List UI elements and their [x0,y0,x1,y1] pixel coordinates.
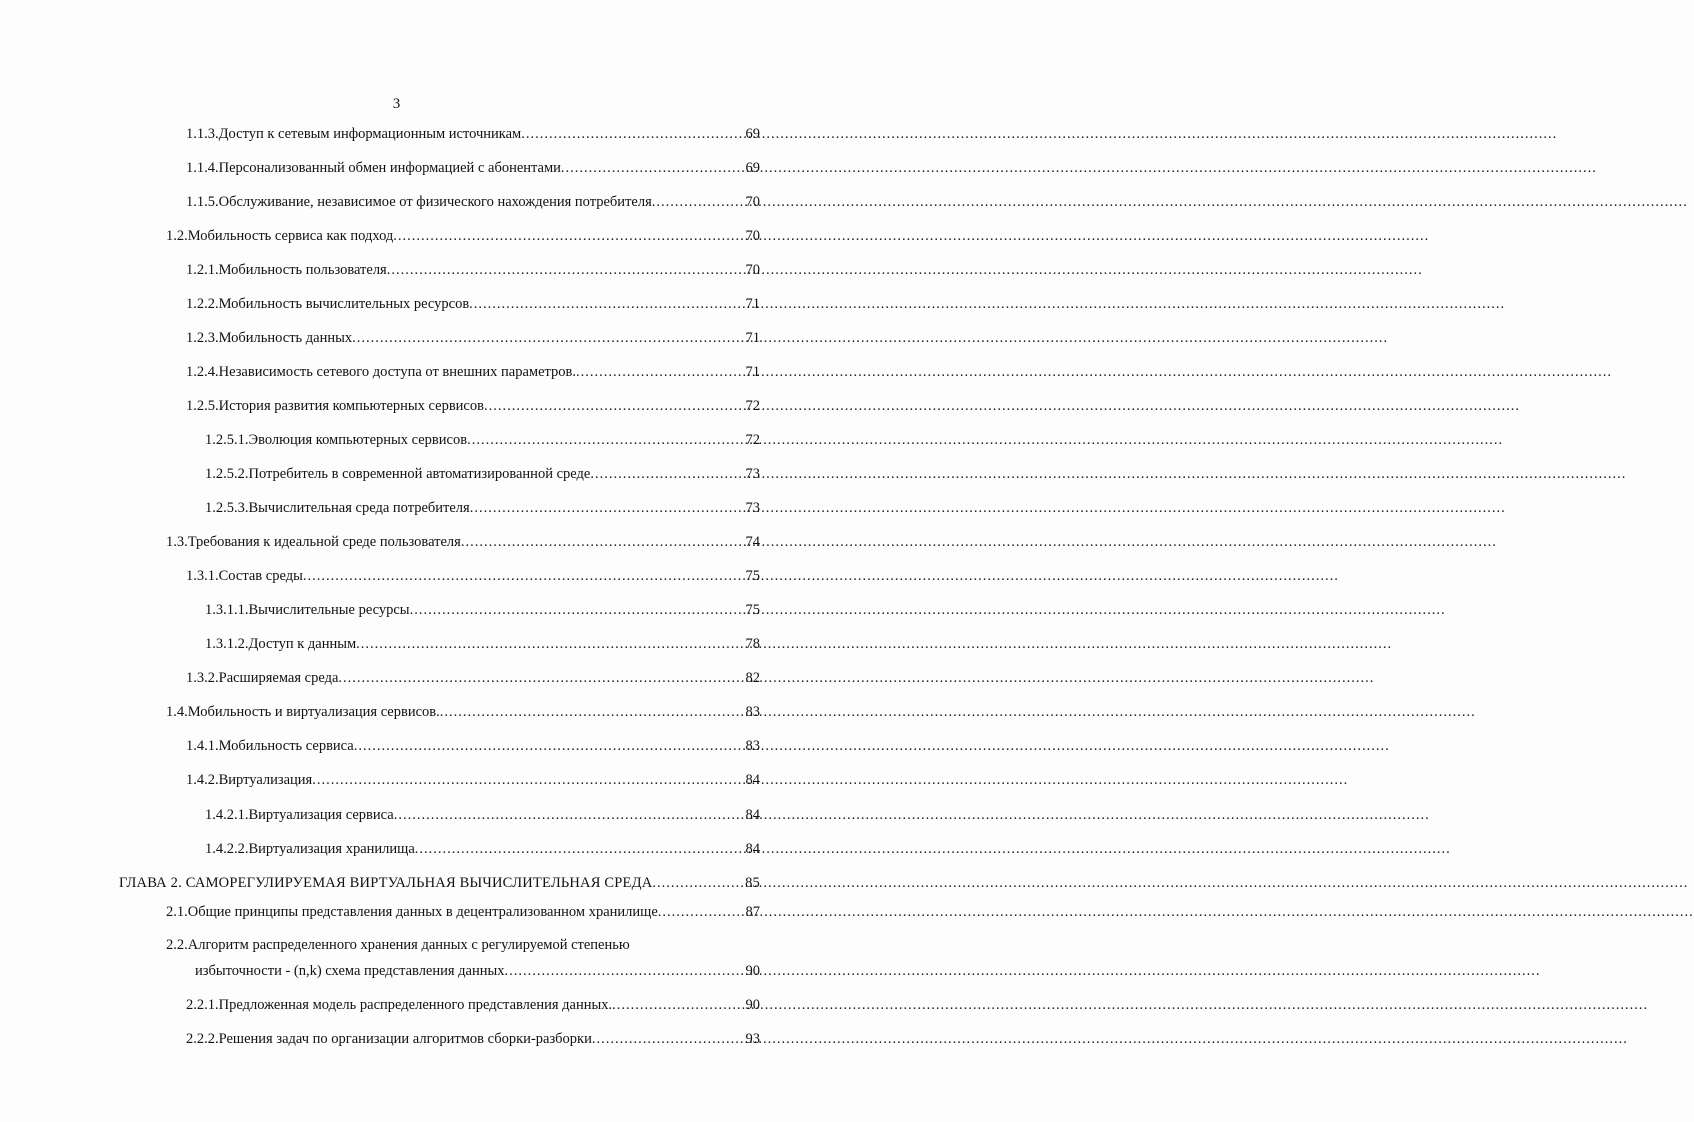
toc-entry-page: 82 [745,670,760,686]
toc-entry-page: 70 [745,262,760,278]
toc-entry-page: 72 [745,432,760,448]
toc-entry-title: 1.3.2.Расширяемая среда [186,670,339,686]
toc-entry [166,533,760,551]
toc-entry [205,431,760,449]
toc-leader-dots [470,499,744,517]
toc-leader-dots [521,125,743,143]
toc-entry-page: 71 [745,296,760,312]
toc-leader-dots [467,431,743,449]
toc-leader-dots [354,737,744,755]
toc-entry-title: 2.2.2.Решения задач по организации алгоритмов сборки-разборки [186,1031,592,1047]
toc-entry-page: 85 [745,875,760,891]
toc-entry-page: 72 [745,398,760,414]
toc-entry-page: 83 [745,738,760,754]
toc-entry [205,601,760,619]
toc-leader-dots [303,567,744,585]
toc-entry-page: 70 [745,228,760,244]
toc-entry-continuation [195,962,760,980]
toc-leader-dots [394,806,744,824]
toc-entry-page: 69 [745,126,760,142]
toc-entry-page: 90 [745,997,760,1013]
toc-entry-title: 1.2.3.Мобильность данных [186,330,353,346]
toc-leader-dots [410,601,744,619]
toc-entry-title: ГЛАВА 2. САМОРЕГУЛИРУЕМАЯ ВИРТУАЛЬНАЯ ВЫЧИСЛИТЕЛЬНАЯ СРЕДА [119,875,653,891]
toc-entry-title: 1.4.2.1.Виртуализация сервиса [205,807,394,823]
toc-entry-page: 73 [745,466,760,482]
toc-leader-dots [612,996,743,1014]
toc-leader-dots [652,874,743,892]
toc-leader-dots [312,771,743,789]
toc-entry [186,125,760,143]
toc-entry-title: 1.2.2.Мобильность вычислительных ресурсов [186,296,470,312]
toc-leader-dots [356,635,743,653]
toc-entry-page: 71 [745,330,760,346]
toc-entry-page: 84 [745,807,760,823]
toc-entry-page: 90 [745,963,760,979]
toc-entry-title: 1.1.4.Персонализованный обмен информацией с абонентами [186,160,561,176]
toc-entry-page: 75 [745,568,760,584]
toc-entry [205,465,760,483]
toc-entry [186,669,760,687]
page-number: 3 [392,96,401,112]
toc-leader-dots [469,295,743,313]
toc-chapter-entry [119,874,760,892]
toc-entry [205,806,760,824]
toc-entry-title: 1.4.Мобильность и виртуализация сервисов. [166,704,440,720]
toc-entry-page: 74 [745,534,760,550]
toc-entry-title: 1.2.1.Мобильность пользователя [186,262,387,278]
toc-entry [186,363,760,381]
toc-entry-page: 83 [745,704,760,720]
toc-entry-title: 1.1.5.Обслуживание, независимое от физического нахождения потребителя [186,194,652,210]
toc-entry-title: 2.2.1.Предложенная модель распределенного представления данных. [186,997,613,1013]
toc-entry [186,1030,760,1048]
toc-entry [186,329,760,347]
toc-entry-title: 1.2.5.3.Вычислительная среда потребителя [205,500,470,516]
toc-entry-title: 1.3.Требования к идеальной среде пользователя [166,534,461,550]
toc-entry-title: 1.2.Мобильность сервиса как подход [166,228,394,244]
toc-entry-title: 1.2.5.2.Потребитель в современной автоматизированной среде [205,466,591,482]
toc-entry-title: 2.1.Общие принципы представления данных в децентрализованном хранилище [166,904,658,920]
toc-leader-dots [561,159,744,177]
toc-entry-title: 1.2.5.1.Эволюция компьютерных сервисов [205,432,468,448]
toc-entry [186,397,760,415]
toc-entry-title: 1.4.2.2.Виртуализация хранилища [205,841,415,857]
toc-leader-dots [652,193,744,211]
toc-entry [166,703,760,721]
toc-entry [186,567,760,585]
toc-leader-dots [461,533,744,551]
toc-entry-title: 1.2.5.История развития компьютерных сервисов [186,398,484,414]
toc-entry-title: 1.3.1.2.Доступ к данным [205,636,357,652]
toc-entry-title: 1.2.4.Независимость сетевого доступа от внешних параметров. [186,364,576,380]
toc-leader-dots [484,397,744,415]
toc-entry-page: 93 [745,1031,760,1047]
toc-entry-page: 78 [745,636,760,652]
toc-leader-dots [338,669,743,687]
toc-entry [186,159,760,177]
toc-leader-dots [505,962,744,980]
toc-entry-page: 73 [745,500,760,516]
toc-leader-dots [576,363,744,381]
toc-entry [186,295,760,313]
toc-entry [186,261,760,279]
toc-entry [186,737,760,755]
toc-entry-page: 87 [745,904,760,920]
toc-entry [186,996,760,1014]
toc-entry [205,499,760,517]
toc-entry [166,227,760,245]
toc-entry-title: 1.4.1.Мобильность сервиса [186,738,354,754]
toc-entry-title: 2.2.Алгоритм распределенного хранения данных с регулируемой степенью [166,937,630,953]
toc-entry-title: 1.3.1.1.Вычислительные ресурсы [205,602,410,618]
toc-leader-dots [415,840,744,858]
toc-leader-dots [592,1030,744,1048]
toc-entry [166,903,760,921]
toc-entry-page: 75 [745,602,760,618]
toc-leader-dots [352,329,743,347]
toc-entry-page: 70 [745,194,760,210]
toc-leader-dots [387,261,744,279]
toc-entry [205,635,760,653]
toc-entry-page: 71 [745,364,760,380]
toc-entry [186,193,760,211]
toc-entry [205,840,760,858]
toc-leader-dots [440,703,744,721]
toc-entry-title: 1.3.1.Состав среды [186,568,303,584]
toc-entry-title-continuation: избыточности - (n,k) схема представления данных [195,963,505,979]
toc-entry [186,771,760,789]
toc-leader-dots [590,465,743,483]
toc-entry-title: 1.1.3.Доступ к сетевым информационным источникам [186,126,522,142]
toc-entry-title: 1.4.2.Виртуализация [186,772,313,788]
toc-entry-page: 69 [745,160,760,176]
toc-leader-dots [658,903,744,921]
toc-leader-dots [393,227,743,245]
toc-entry-page: 84 [745,772,760,788]
toc-entry-page: 84 [745,841,760,857]
